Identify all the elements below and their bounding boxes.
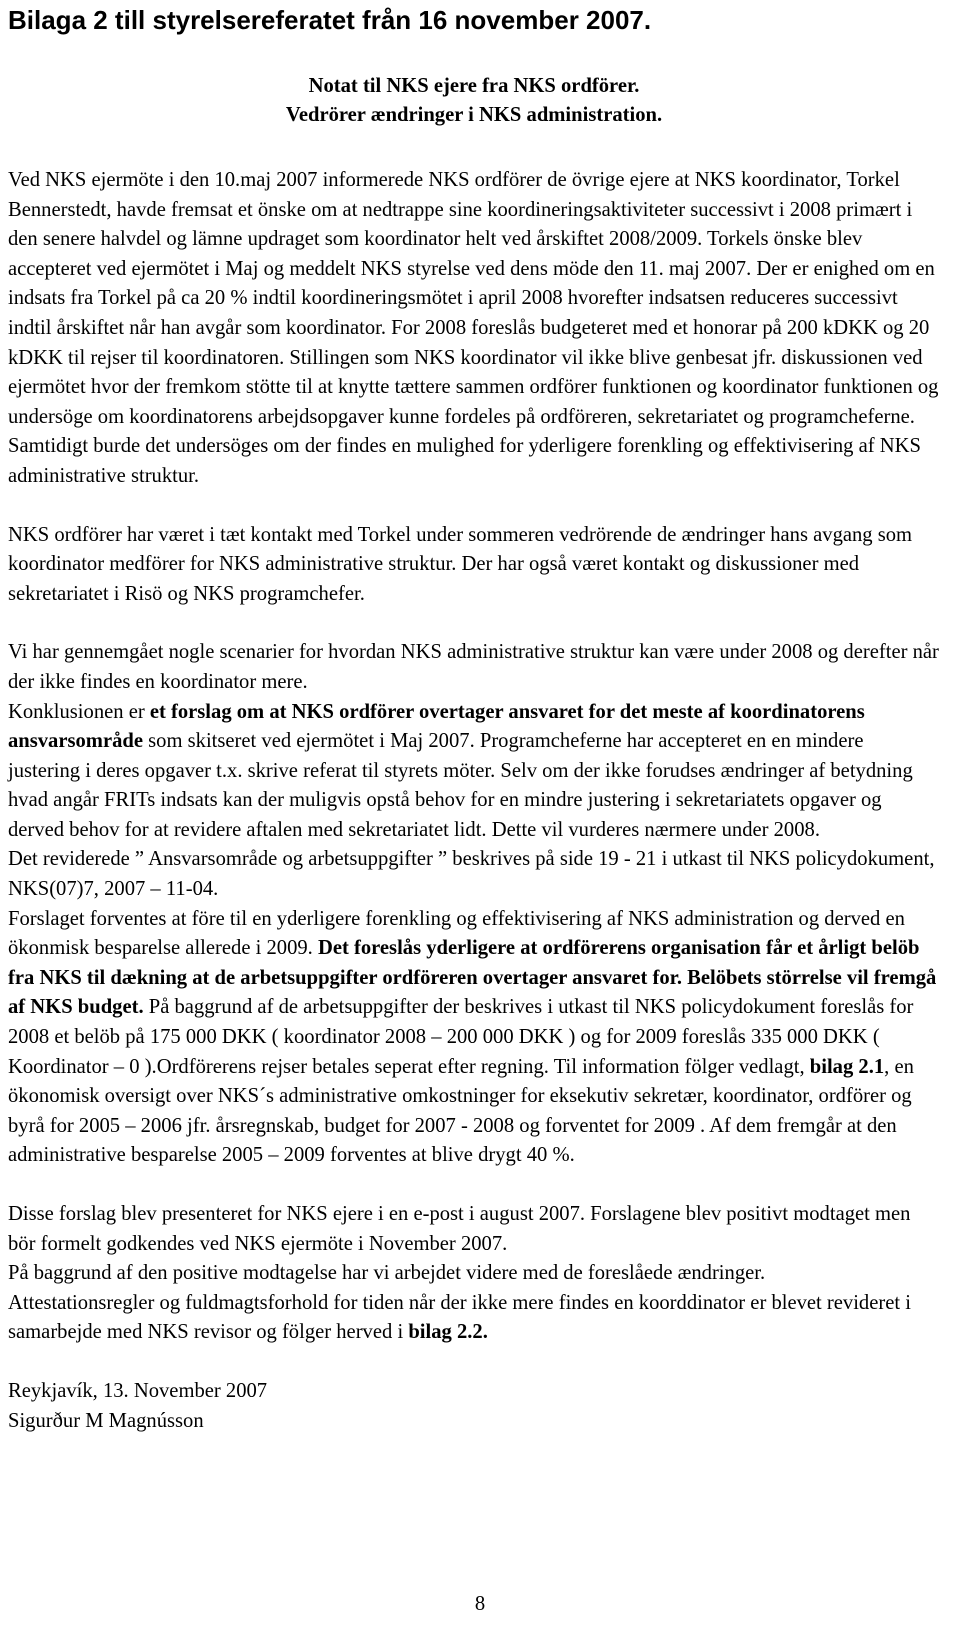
proposal-text-2: På baggrund af de arbetsuppgifter der beskrives i utkast til NKS policydokument foreslås for 2008 et belöb på 175 000 DKK ( koordinator 2008 – 200 000 DKK ) og for 2009 foreslås 335 000 DKK ( Koordinator – 0 ).Ordförerens rejser betales seperat efter regning. Til information fölger vedlagt, [8,996,914,1078]
subtitle-line-1: Notat til NKS ejere fra NKS ordförer. [308,75,640,97]
proposal-bold: Det foreslås yderligere at ordförerens organisation får et årligt belöb fra NKS til dækning at de arbetsuppgifter ordföreren overtager ansvaret for. Belöbets störrelse vil fremgå af NKS budget. [8,937,937,1019]
attestation-text: Attestationsregler og fuldmagtsforhold for tiden når der ikke mere findes en koorddinator er blevet revideret i samarbejde med NKS revisor og fölger herved i [8,1291,911,1344]
document-title: Bilaga 2 till styrelsereferatet från 16 november 2007. [8,5,652,35]
paragraph-background: Ved NKS ejermöte i den 10.maj 2007 informerede NKS ordförer de övrige ejere at NKS koordinator, Torkel Bennerstedt, havde fremsat et önske om at nedtrappe sine koordineringsaktiviteter successivt i 2008 primært i den senere halvdel og lämne updraget som koordinator helt ved årskiftet 2008/2009. Torkels önske blev accepteret ved ejermötet i Maj og meddelt NKS styrelse ved dens möde den 11. maj 2007. Der er enighed om en indsats fra Torkel på ca 20 % indtil koordineringsmötet i april 2008 hvorefter indsatsen reduceres successivt indtil årskiftet når han avgår som koordinator. For 2008 foreslås budgeteret med et honorar på 200 kDKK og 20 kDKK til rejser til koordinatoren. Stillingen som NKS koordinator vil ikke blive genbesat jfr. diskussionen ved ejermötet hvor der fremkom stötte til at knytte tættere sammen ordförer funktionen og koordinator funktionen og undersöge om koordinatorens arbejdsopgaver kunne fordeles på ordföreren, sekretariatet og programcheferne. Samtidigt burde det undersöges om der findes en mulighed for yderligere forenkling og effektivisering af NKS administrative struktur. [8,169,939,487]
signature-place-date: Reykjavík, 13. November 2007 [8,1379,268,1402]
conclusion-bold: et forslag om at NKS ordförer overtager ansvaret for det meste af koordinatorens ansvarsområde [8,700,865,753]
paragraph-responsibilities: Det reviderede ” Ansvarsområde og arbetsuppgifter ” beskrives på side 19 - 21 i utkast til NKS policydokument, NKS(07)7, 2007 – 11-04. [8,848,935,901]
page-number: 8 [474,1593,486,1615]
signature-block [8,1377,940,1436]
conclusion-text-2: som skitseret ved ejermötet i Maj 2007. Programcheferne har accepteret en en mindere justering i deres opgaver t.x. skrive referat til styrets möter. Selv om der ikke forudses ændringer af betydning hvad angår FRITs indsats kan der muligvis opstå behov for en mindre justering i sekretariatets opgaver og derved behov for at revidere aftalen med sekretariatet lidt. Dette vil vurderes nærmere under 2008. [8,730,913,841]
proposal-text-3: , en ökonomisk oversigt over NKS´s administrative omkostninger for eksekutiv sekretær, koordinator, ordförer og byrå for 2005 – 2006 jfr. årsregnskab, budget for 2007 - 2008 og forventet for 2009 . Af dem fremgår at den administrative besparelse 2005 – 2009 forventes at blive drygt 40 %. [8,1055,914,1167]
subtitle-line-2: Vedrörer ændringer i NKS administration. [285,104,663,126]
paragraph-scenarios: Vi har gennemgået nogle scenarier for hvordan NKS administrative struktur kan være under 2008 og derefter når der ikke findes en koordinator mere. [8,641,939,693]
paragraph-attestation [8,1289,940,1348]
signature-name: Sigurður M Magnússon [8,1409,204,1432]
appendix-2-1-ref: bilag 2.1 [809,1055,885,1078]
paragraph-presented: Disse forslag blev presenteret for NKS ejere i en e-post i august 2007. Forslagene blev positivt modtaget men bör formelt godkendes ved NKS ejermöte i November 2007. [8,1203,911,1255]
paragraph-conclusion [8,698,940,846]
conclusion-text-1: Konklusionen er [8,700,150,723]
proposal-text-1: Forslaget forventes at före til en yderligere forenkling og effektivisering af NKS administration og derved en ökonmisk besparelse allerede i 2009. [8,907,905,960]
appendix-2-2-ref: bilag 2.2. [408,1321,488,1344]
paragraph-further-work: På baggrund af den positive modtagelse har vi arbejdet videre med de foreslåede ændringer. [8,1262,766,1285]
paragraph-contact: NKS ordförer har været i tæt kontakt med Torkel under sommeren vedrörende de ændringer hans avgang som koordinator medförer for NKS administrative struktur. Der har også været kontakt og diskussioner med sekretariatet i Risö og NKS programchefer. [8,523,913,605]
memo-subtitle [8,72,940,130]
paragraph-proposal [8,905,940,1171]
